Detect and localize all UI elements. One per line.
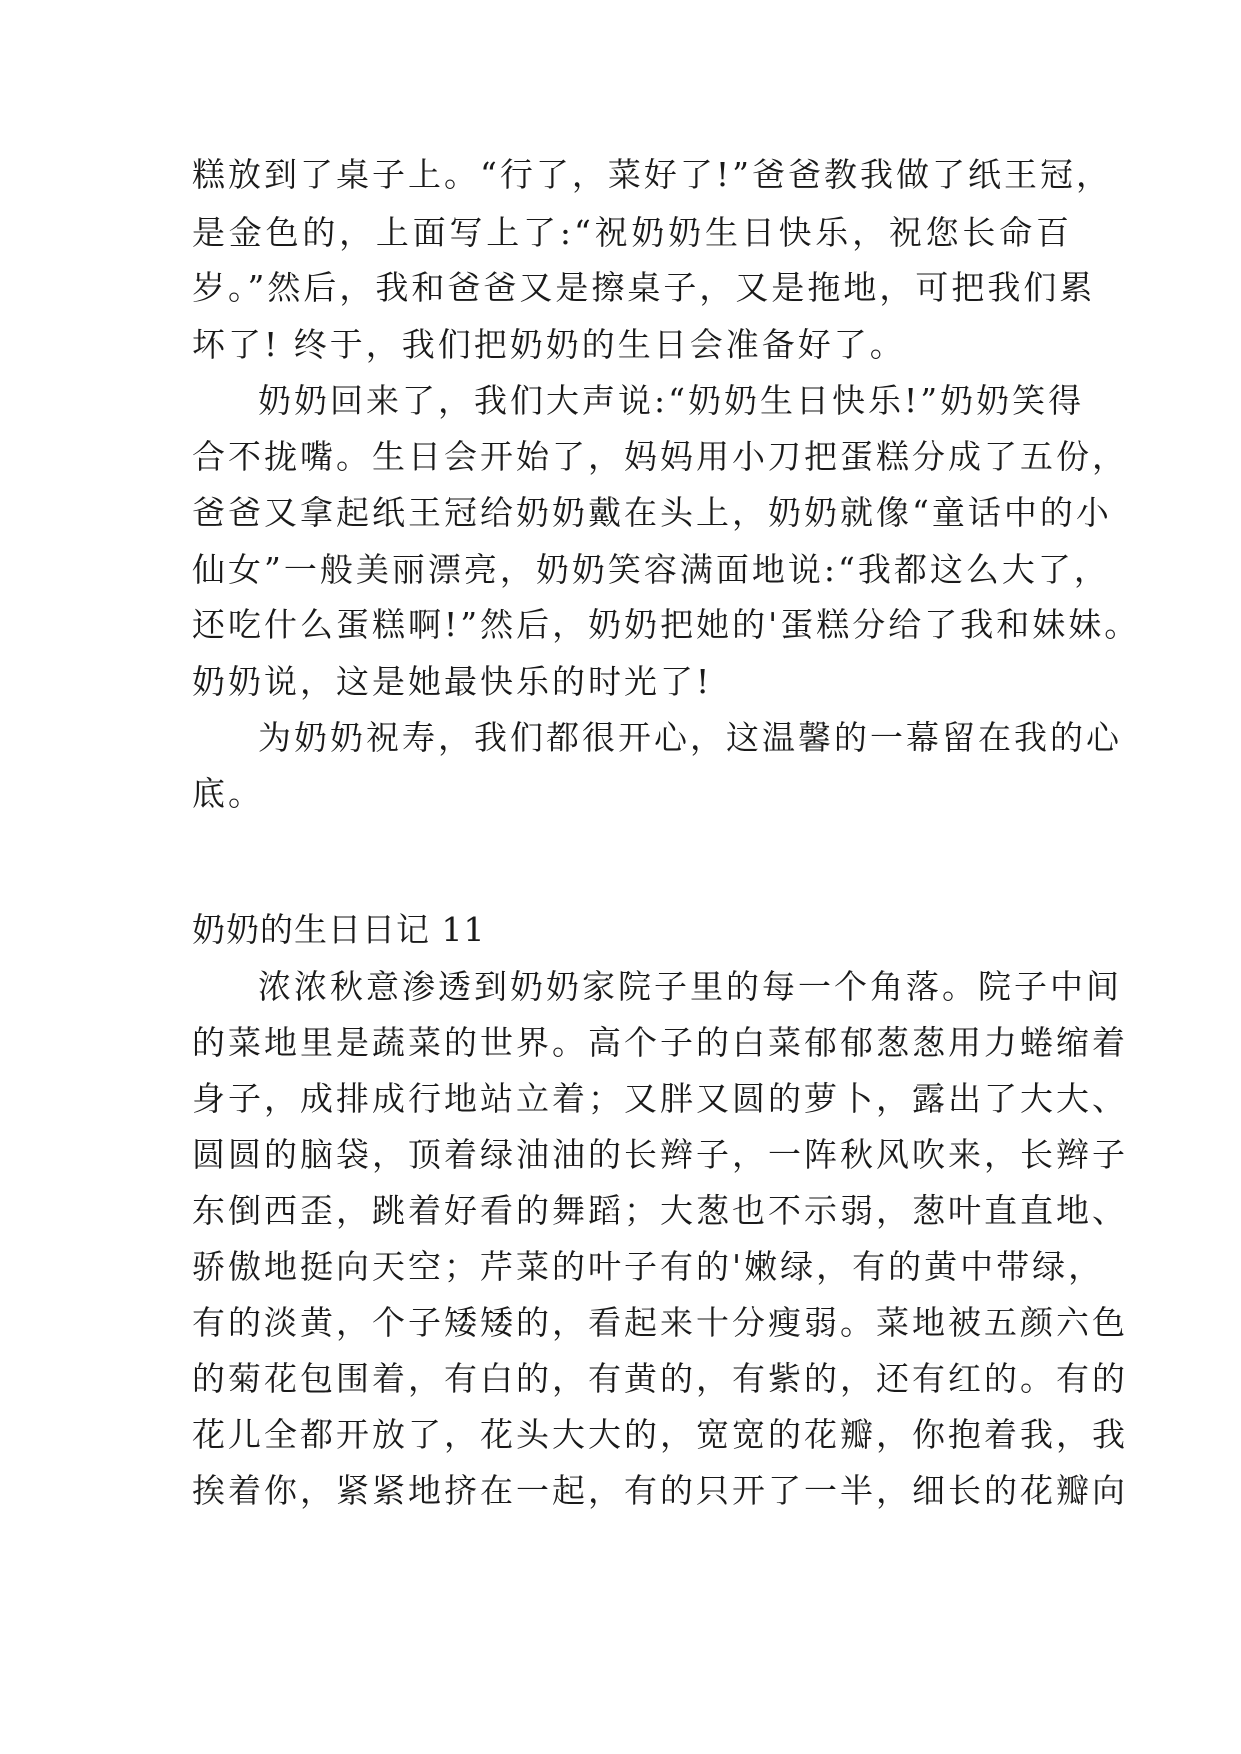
text-line: 奶奶说，这是她最快乐的时光了! bbox=[192, 662, 713, 701]
text-line: 身子，成排成行地站立着；又胖又圆的萝卜，露出了大大、 bbox=[192, 1079, 1128, 1118]
text-line: 岁。”然后，我和爸爸又是擦桌子，又是拖地，可把我们累 bbox=[192, 268, 1096, 307]
text-line: 的菊花包围着，有白的，有黄的，有紫的，还有红的。有的 bbox=[192, 1359, 1128, 1398]
text-line: 东倒西歪，跳着好看的舞蹈；大葱也不示弱，葱叶直直地、 bbox=[192, 1191, 1128, 1230]
text-line: 爸爸又拿起纸王冠给奶奶戴在头上，奶奶就像“童话中的小 bbox=[192, 493, 1112, 532]
text-line: 糕放到了桌子上。“行了，菜好了!”爸爸教我做了纸王冠， bbox=[192, 155, 1113, 194]
paragraph-start-line: 奶奶回来了，我们大声说:“奶奶生日快乐!”奶奶笑得 bbox=[258, 381, 1085, 420]
text-line: 底。 bbox=[192, 774, 264, 813]
text-line: 有的淡黄，个子矮矮的，看起来十分瘦弱。菜地被五颜六色 bbox=[192, 1303, 1128, 1342]
text-line: 的菜地里是蔬菜的世界。高个子的白菜郁郁葱葱用力蜷缩着 bbox=[192, 1023, 1128, 1062]
text-line: 圆圆的脑袋，顶着绿油油的长辫子，一阵秋风吹来，长辫子 bbox=[192, 1135, 1128, 1174]
text-line: 坏了! 终于，我们把奶奶的生日会准备好了。 bbox=[192, 325, 906, 364]
section-title: 奶奶的生日日记 11 bbox=[192, 910, 486, 949]
paragraph-start-line: 浓浓秋意渗透到奶奶家院子里的每一个角落。院子中间 bbox=[258, 967, 1122, 1006]
text-line: 挨着你，紧紧地挤在一起，有的只开了一半，细长的花瓣向 bbox=[192, 1471, 1128, 1510]
paragraph-start-line: 为奶奶祝寿，我们都很开心，这温馨的一幕留在我的心 bbox=[258, 718, 1122, 757]
text-line: 是金色的，上面写上了:“祝奶奶生日快乐，祝您长命百 bbox=[192, 213, 1072, 252]
text-line: 骄傲地挺向天空；芹菜的叶子有的'嫩绿，有的黄中带绿， bbox=[192, 1247, 1105, 1286]
text-line: 花儿全都开放了，花头大大的，宽宽的花瓣，你抱着我，我 bbox=[192, 1415, 1128, 1454]
text-line: 合不拢嘴。生日会开始了，妈妈用小刀把蛋糕分成了五份， bbox=[192, 437, 1128, 476]
text-line: 还吃什么蛋糕啊!”然后，奶奶把她的'蛋糕分给了我和妹妹。 bbox=[192, 605, 1141, 644]
text-line: 仙女”一般美丽漂亮，奶奶笑容满面地说:“我都这么大了， bbox=[192, 550, 1110, 589]
